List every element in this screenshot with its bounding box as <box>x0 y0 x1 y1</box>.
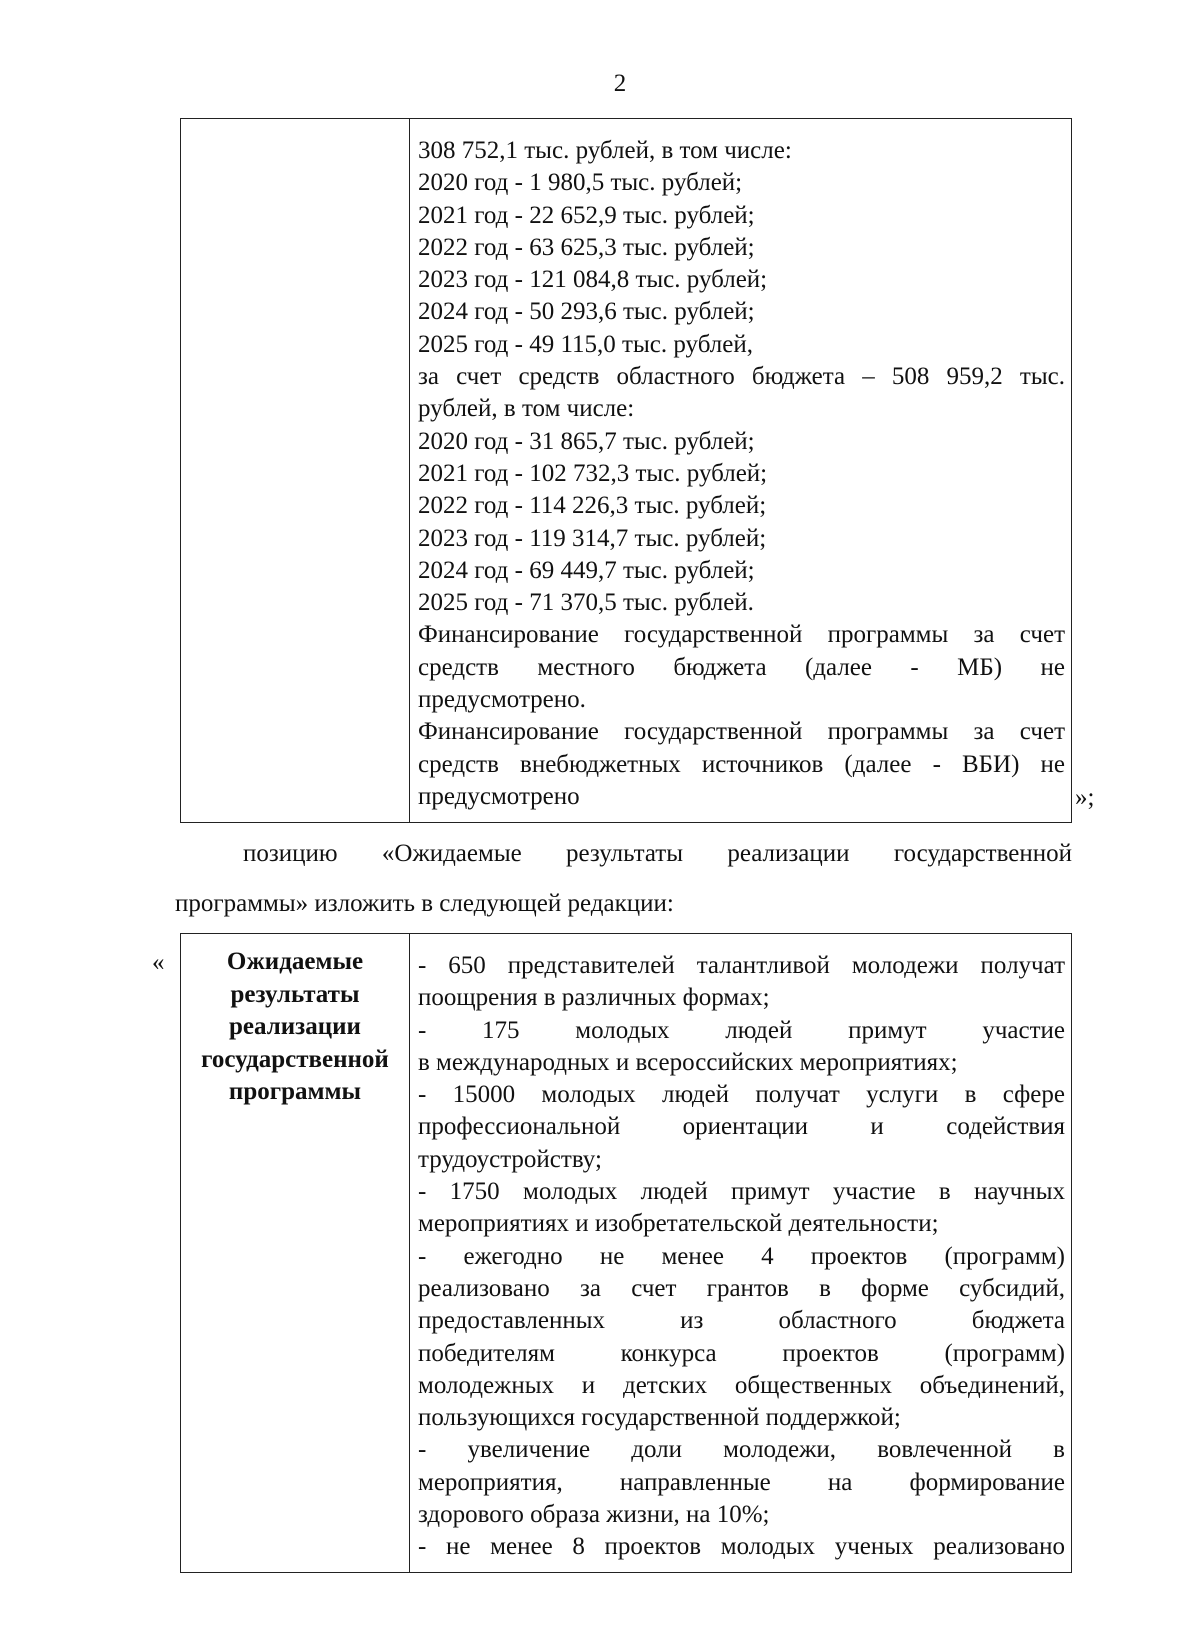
row-heading-cell <box>181 946 409 1109</box>
closing-quote-mark: »; <box>1075 784 1095 811</box>
text-line: - 15000 молодых людей получат услуги в сфере <box>418 1081 1065 1109</box>
text-line: 2024 год - 50 293,6 тыс. рублей; <box>418 298 755 326</box>
text-line: молодежных и детских общественных объединений, <box>418 1371 1065 1399</box>
text-line: 308 752,1 тыс. рублей, в том числе: <box>418 137 792 164</box>
text-line: пользующихся государственной поддержкой; <box>418 1404 901 1432</box>
text-line: 2022 год - 63 625,3 тыс. рублей; <box>418 233 755 261</box>
financing-table <box>180 118 1072 823</box>
text-line: - 175 молодых людей примут участие <box>418 1016 1065 1044</box>
text-line: 2022 год - 114 226,3 тыс. рублей; <box>418 492 767 520</box>
heading-line: реализации <box>229 1013 361 1040</box>
opening-quote-mark: « <box>152 949 165 976</box>
text-line: 2023 год - 119 314,7 тыс. рублей; <box>418 524 767 552</box>
instruction-paragraph-line-2: программы» изложить в следующей редакции: <box>175 890 674 917</box>
text-line: победителям конкурса проектов (программ) <box>418 1339 1065 1367</box>
text-line: 2025 год - 49 115,0 тыс. рублей, <box>418 330 753 358</box>
text-line: - ежегодно не менее 4 проектов (программ) <box>418 1242 1065 1270</box>
page-number: 2 <box>613 70 627 97</box>
expected-results-text-cell <box>418 950 1065 1564</box>
text-line: - не менее 8 проектов молодых ученых реализовано <box>418 1533 1065 1561</box>
text-line: рублей, в том числе: <box>418 395 635 423</box>
text-line: Финансирование государственной программы за счет <box>418 718 1065 746</box>
financing-text-cell <box>418 135 1065 813</box>
heading-line: Ожидаемые <box>226 948 364 975</box>
text-line: средств внебюджетных источников (далее - ВБИ) не <box>418 750 1065 778</box>
text-line: 2020 год - 31 865,7 тыс. рублей; <box>418 427 755 455</box>
text-line: здорового образа жизни, на 10%; <box>418 1501 770 1529</box>
heading-line: государственной <box>201 1045 389 1073</box>
text-line: предусмотрено. <box>418 686 586 714</box>
text-line: в международных и всероссийских мероприятиях; <box>418 1048 958 1076</box>
text-line: 2023 год - 121 084,8 тыс. рублей; <box>418 266 768 294</box>
expected-results-table <box>180 933 1072 1573</box>
text-line: предусмотрено <box>418 782 580 810</box>
text-line: - 1750 молодых людей примут участие в научных <box>418 1178 1065 1206</box>
instruction-paragraph-line-1: позицию «Ожидаемые результаты реализации государственной <box>243 840 1072 867</box>
text-line: поощрения в различных формах; <box>418 984 770 1012</box>
heading-line: результаты <box>230 980 360 1008</box>
text-line: трудоустройству; <box>418 1145 602 1173</box>
column-divider <box>409 119 410 822</box>
text-line: 2021 год - 102 732,3 тыс. рублей; <box>418 459 768 487</box>
text-line: - 650 представителей талантливой молодежи получат <box>418 952 1065 979</box>
heading-line: программы <box>228 1078 362 1105</box>
text-line: профессиональной ориентации и содействия <box>418 1113 1065 1141</box>
text-line: мероприятиях и изобретательской деятельности; <box>418 1210 939 1238</box>
text-line: - увеличение доли молодежи, вовлеченной в <box>418 1436 1065 1464</box>
text-line: 2024 год - 69 449,7 тыс. рублей; <box>418 556 755 584</box>
text-line: Финансирование государственной программы за счет <box>418 621 1065 649</box>
text-line: за счет средств областного бюджета – 508 959,2 тыс. <box>418 363 1065 391</box>
text-line: мероприятия, направленные на формирование <box>418 1468 1065 1496</box>
text-line: средств местного бюджета (далее - МБ) не <box>418 653 1065 681</box>
text-line: предоставленных из областного бюджета <box>418 1307 1065 1335</box>
text-line: 2025 год - 71 370,5 тыс. рублей. <box>418 589 754 617</box>
text-line: 2020 год - 1 980,5 тыс. рублей; <box>418 169 743 197</box>
text-line: реализовано за счет грантов в форме субсидий, <box>418 1274 1065 1302</box>
column-divider <box>409 934 410 1572</box>
text-line: 2021 год - 22 652,9 тыс. рублей; <box>418 201 755 229</box>
